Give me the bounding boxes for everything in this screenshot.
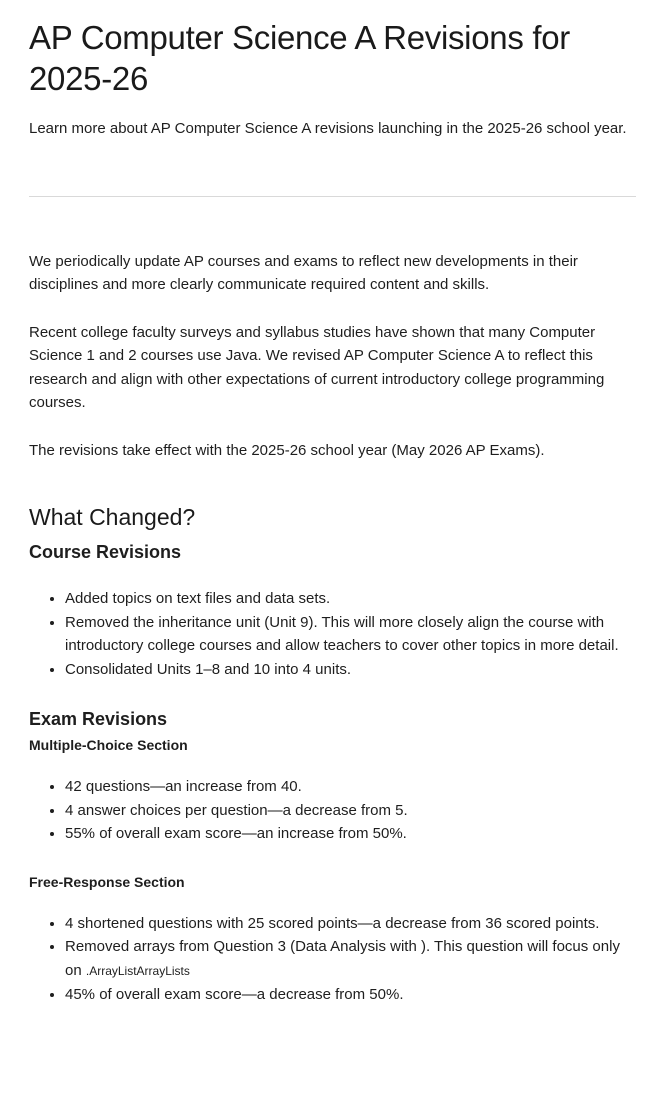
what-changed-heading: What Changed? (29, 504, 196, 530)
free-response-list (29, 912, 636, 1007)
multiple-choice-heading: Multiple-Choice Section (29, 737, 188, 753)
code-term: .ArrayListArrayLists (85, 963, 190, 978)
paragraph-surveys: Recent college faculty surveys and syllabus studies have shown that many Computer Science 1 and 2 courses use Java. We revised AP Computer Science A to reflect this research and align with other expectations of current introductory college programming courses. (29, 323, 605, 411)
list-item: • Removed the inheritance unit (Unit 9). This will more closely align the course with introductory college courses and allow teachers to cover other topics in more detail. (65, 611, 636, 658)
exam-revisions-heading: Exam Revisions (29, 709, 168, 729)
list-item: • 42 questions—an increase from 40. (65, 775, 636, 799)
free-response-heading: Free-Response Section (29, 873, 185, 890)
list-item: • 45% of overall exam score—a decrease from 50%. (65, 983, 636, 1007)
list-item (65, 935, 636, 983)
list-item: • 4 answer choices per question—a decrease from 5. (65, 799, 636, 823)
multiple-choice-list (29, 775, 636, 846)
list-item: • 4 shortened questions with 25 scored points—a decrease from 36 scored points. (65, 912, 636, 936)
paragraph-effective-date: The revisions take effect with the 2025-26 school year (May 2026 AP Exams). (29, 441, 545, 459)
list-item: • Added topics on text files and data sets. (65, 587, 636, 611)
paragraph-updates: We periodically update AP courses and exams to reflect new developments in their disciplines and more clearly communicate required content and skills. (29, 252, 578, 293)
list-item-text: Removed arrays from Question 3 (Data Analysis with ). This question will focus only on (65, 938, 620, 979)
course-revisions-list (29, 587, 636, 681)
course-revisions-heading: Course Revisions (29, 542, 182, 562)
section-divider (29, 196, 636, 197)
page-intro: Learn more about AP Computer Science A revisions launching in the 2025-26 school year. (29, 120, 627, 137)
page-title: AP Computer Science A Revisions for 2025-26 (29, 19, 570, 97)
list-item: • Consolidated Units 1–8 and 10 into 4 units. (65, 658, 636, 682)
list-item: • 55% of overall exam score—an increase from 50%. (65, 822, 636, 846)
